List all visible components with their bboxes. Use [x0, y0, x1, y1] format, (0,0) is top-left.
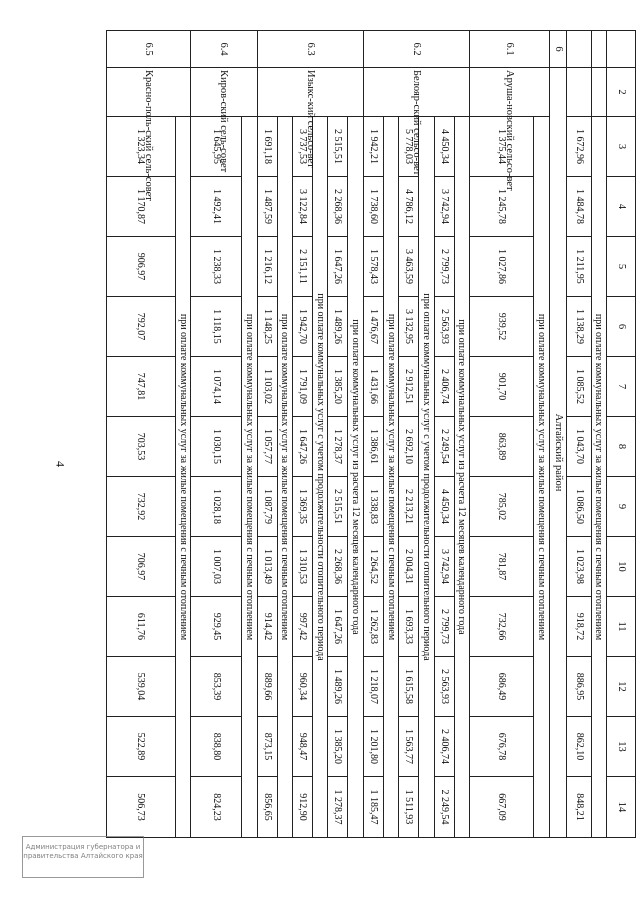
value-cell: 1 375,44: [470, 117, 534, 177]
value-cell: 1 487,59: [257, 177, 277, 237]
value-cell: 1 218,07: [363, 657, 383, 717]
value-cell: 863,89: [470, 417, 534, 477]
value-cell: 2 249,54: [434, 777, 454, 838]
value-cell: 1 007,03: [191, 537, 242, 597]
value-cell: 2 268,36: [328, 537, 348, 597]
column-number-row: [607, 31, 636, 838]
value-cell: 1 262,83: [363, 597, 383, 657]
banner-row: [175, 31, 190, 838]
value-cell: 873,15: [257, 717, 277, 777]
settlement-name: Красно-поль-ский сель-совет: [107, 68, 191, 117]
column-number: 8: [607, 417, 636, 477]
value-cell: 4 450,34: [434, 117, 454, 177]
value-cell: 2 151,11: [293, 237, 313, 297]
column-number: 9: [607, 477, 636, 537]
empty-cell: [607, 31, 636, 68]
section-banner: при оплате коммунальных услуг за жилые помещения с печным отоплением: [534, 117, 549, 838]
value-cell: 1 013,49: [257, 537, 277, 597]
row-number: 6.4: [191, 31, 257, 68]
value-cell: 3 463,59: [399, 237, 419, 297]
table-row: [363, 31, 383, 838]
table-body: [107, 31, 636, 838]
value-cell: 2 406,74: [434, 717, 454, 777]
empty-cell: [591, 31, 606, 68]
value-cell: 1 647,26: [328, 597, 348, 657]
banner-row: [591, 31, 606, 838]
value-cell: 889,66: [257, 657, 277, 717]
value-cell: 1 338,83: [363, 477, 383, 537]
value-cell: 2 912,51: [399, 357, 419, 417]
value-cell: 1 216,12: [257, 237, 277, 297]
settlement-name: Белояр-ский сельсо-вет: [363, 68, 469, 117]
value-cell: 2 004,31: [399, 537, 419, 597]
value-cell: 703,53: [107, 417, 176, 477]
value-cell: 2 563,93: [434, 657, 454, 717]
value-cell: 3 742,94: [434, 537, 454, 597]
value-cell: 1 578,43: [363, 237, 383, 297]
value-cell: 1 023,98: [567, 537, 591, 597]
value-cell: 1 278,37: [328, 417, 348, 477]
value-cell: 1 323,34: [107, 117, 176, 177]
value-cell: 1 492,41: [191, 177, 242, 237]
banner-row: [534, 31, 549, 838]
value-cell: 2 268,36: [328, 177, 348, 237]
value-cell: 2 515,51: [328, 117, 348, 177]
value-cell: 2 406,74: [434, 357, 454, 417]
value-cell: 1 645,95: [191, 117, 242, 177]
value-cell: 1 211,95: [567, 237, 591, 297]
value-cell: 4 450,34: [434, 477, 454, 537]
section-banner: при оплате коммунальных услуг с учетом продолжительности отопительного периода: [419, 117, 434, 838]
registration-stamp: Администрация губернатора и правительства Алтайского края: [22, 836, 144, 878]
value-cell: 1 489,26: [328, 657, 348, 717]
value-cell: 862,10: [567, 717, 591, 777]
value-cell: 1 148,25: [257, 297, 277, 357]
value-cell: 2 515,51: [328, 477, 348, 537]
table-row: [257, 31, 277, 838]
empty-cell: [591, 68, 606, 117]
value-cell: 1 085,52: [567, 357, 591, 417]
value-cell: 1 386,61: [363, 417, 383, 477]
value-cell: 1 615,58: [399, 657, 419, 717]
table-row: [434, 31, 454, 838]
value-cell: 2 213,21: [399, 477, 419, 537]
value-cell: 4 786,12: [399, 177, 419, 237]
value-cell: 1 028,18: [191, 477, 242, 537]
value-cell: 1 511,93: [399, 777, 419, 838]
value-cell: 1 057,77: [257, 417, 277, 477]
section-banner: при оплате коммунальных услуг за жилые помещения с печным отоплением: [277, 117, 292, 838]
value-cell: 1 043,70: [567, 417, 591, 477]
column-number: 6: [607, 297, 636, 357]
value-cell: 792,07: [107, 297, 176, 357]
value-cell: 1 264,52: [363, 537, 383, 597]
value-cell: 732,92: [107, 477, 176, 537]
value-cell: 1 185,47: [363, 777, 383, 838]
value-cell: 824,23: [191, 777, 242, 838]
column-number: 2: [607, 68, 636, 117]
value-cell: 1 385,20: [328, 717, 348, 777]
district-row: [549, 31, 567, 838]
value-cell: 3 132,95: [399, 297, 419, 357]
value-cell: 948,47: [293, 717, 313, 777]
value-cell: 939,52: [470, 297, 534, 357]
value-cell: 2 249,54: [434, 417, 454, 477]
value-cell: 856,65: [257, 777, 277, 838]
section-banner: при оплате коммунальных услуг с учетом продолжительности отопительного периода: [312, 117, 327, 838]
column-number: 3: [607, 117, 636, 177]
value-cell: 1 942,21: [363, 117, 383, 177]
value-cell: 1 245,78: [470, 177, 534, 237]
value-cell: 1 238,33: [191, 237, 242, 297]
value-cell: 1 310,53: [293, 537, 313, 597]
value-cell: 747,81: [107, 357, 176, 417]
banner-row: [242, 31, 257, 838]
value-cell: 1 030,15: [191, 417, 242, 477]
value-cell: 667,09: [470, 777, 534, 838]
table-row: [328, 31, 348, 838]
page-number: 4: [53, 461, 68, 467]
value-cell: 1 672,96: [567, 117, 591, 177]
row-number: 6.1: [470, 31, 550, 68]
value-cell: 2 692,10: [399, 417, 419, 477]
column-number: 11: [607, 597, 636, 657]
value-cell: 1 647,26: [328, 237, 348, 297]
value-cell: 1 103,02: [257, 357, 277, 417]
value-cell: 1 086,50: [567, 477, 591, 537]
value-cell: 1 489,26: [328, 297, 348, 357]
table-row: [470, 31, 534, 838]
table-row: [107, 31, 176, 838]
value-cell: 522,89: [107, 717, 176, 777]
section-banner: при оплате коммунальных услуг за жилые помещения с печным отоплением: [383, 117, 398, 838]
value-cell: 848,21: [567, 777, 591, 838]
settlement-name: Изыкс-кий сельсо-вет: [257, 68, 363, 117]
section-banner: при оплате коммунальных услуг из расчета 12 месяцев календарного года: [454, 117, 469, 838]
value-cell: 853,39: [191, 657, 242, 717]
value-cell: 997,42: [293, 597, 313, 657]
empty-cell: [567, 31, 591, 68]
value-cell: 1 385,20: [328, 357, 348, 417]
table-row: [191, 31, 242, 838]
table-row: [567, 31, 591, 838]
value-cell: 838,80: [191, 717, 242, 777]
value-cell: 1 118,15: [191, 297, 242, 357]
value-cell: 1 087,79: [257, 477, 277, 537]
value-cell: 1 484,78: [567, 177, 591, 237]
value-cell: 2 563,93: [434, 297, 454, 357]
column-number: 4: [607, 177, 636, 237]
value-cell: 506,73: [107, 777, 176, 838]
column-number: 12: [607, 657, 636, 717]
value-cell: 5 778,03: [399, 117, 419, 177]
value-cell: 1 691,18: [257, 117, 277, 177]
value-cell: 3 122,84: [293, 177, 313, 237]
section-banner: при оплате коммунальных услуг за жилые помещения с печным отоплением: [591, 117, 606, 838]
column-number: 14: [607, 777, 636, 838]
value-cell: 781,87: [470, 537, 534, 597]
column-number: 10: [607, 537, 636, 597]
value-cell: 611,76: [107, 597, 176, 657]
value-cell: 686,49: [470, 657, 534, 717]
value-cell: 918,72: [567, 597, 591, 657]
value-cell: 539,04: [107, 657, 176, 717]
value-cell: 1 170,87: [107, 177, 176, 237]
settlement-name: Киров-ский сель-совет: [191, 68, 257, 117]
value-cell: 1 647,26: [293, 417, 313, 477]
value-cell: 1 278,37: [328, 777, 348, 838]
row-number: 6.3: [257, 31, 363, 68]
value-cell: 1 563,77: [399, 717, 419, 777]
value-cell: 785,02: [470, 477, 534, 537]
empty-cell: [567, 68, 591, 117]
banner-row: [454, 31, 469, 838]
value-cell: 3 742,94: [434, 177, 454, 237]
value-cell: 1 791,09: [293, 357, 313, 417]
value-cell: 886,95: [567, 657, 591, 717]
column-number: 5: [607, 237, 636, 297]
value-cell: 706,97: [107, 537, 176, 597]
settlement-name: Аруша-новский сельсо-вет: [470, 68, 550, 117]
value-cell: 914,42: [257, 597, 277, 657]
value-cell: 906,97: [107, 237, 176, 297]
value-cell: 2 799,73: [434, 237, 454, 297]
district-name: Алтайский район: [549, 68, 567, 838]
tariff-table: [106, 30, 636, 838]
rotated-table-container: [106, 30, 636, 837]
value-cell: 1 027,86: [470, 237, 534, 297]
banner-row: [277, 31, 292, 838]
banner-row: [383, 31, 398, 838]
banner-row: [348, 31, 363, 838]
value-cell: 929,45: [191, 597, 242, 657]
value-cell: 1 138,29: [567, 297, 591, 357]
value-cell: 3 737,53: [293, 117, 313, 177]
column-number: 7: [607, 357, 636, 417]
value-cell: 1 693,33: [399, 597, 419, 657]
value-cell: 732,66: [470, 597, 534, 657]
value-cell: 2 799,73: [434, 597, 454, 657]
row-number: 6.5: [107, 31, 191, 68]
value-cell: 676,78: [470, 717, 534, 777]
value-cell: 912,90: [293, 777, 313, 838]
value-cell: 1 738,60: [363, 177, 383, 237]
column-number: 13: [607, 717, 636, 777]
district-number: 6: [549, 31, 567, 68]
value-cell: 1 074,14: [191, 357, 242, 417]
section-banner: при оплате коммунальных услуг за жилые помещения с печным отоплением: [175, 117, 190, 838]
value-cell: 1 942,70: [293, 297, 313, 357]
value-cell: 901,70: [470, 357, 534, 417]
row-number: 6.2: [363, 31, 469, 68]
value-cell: 1 431,66: [363, 357, 383, 417]
value-cell: 1 476,67: [363, 297, 383, 357]
section-banner: при оплате коммунальных услуг за жилые помещения с печным отоплением: [242, 117, 257, 838]
section-banner: при оплате коммунальных услуг из расчета 12 месяцев календарного года: [348, 117, 363, 838]
value-cell: 1 201,80: [363, 717, 383, 777]
value-cell: 1 369,35: [293, 477, 313, 537]
value-cell: 960,34: [293, 657, 313, 717]
